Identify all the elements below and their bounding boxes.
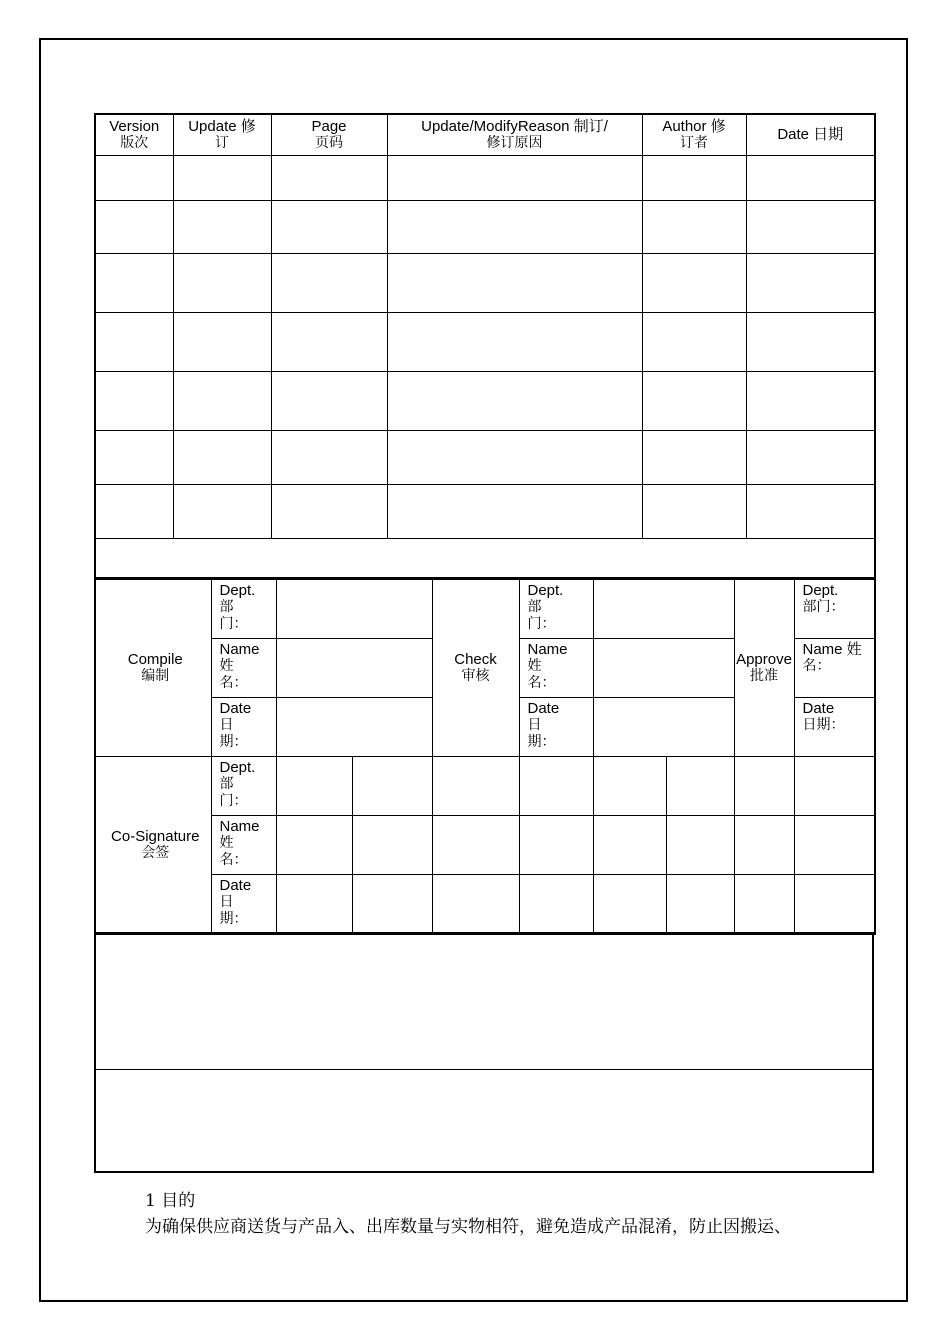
cosign-cell[interactable] [276, 816, 352, 875]
cosign-cell[interactable] [794, 875, 875, 934]
revision-cell[interactable] [95, 430, 173, 484]
cosign-cell[interactable] [432, 757, 519, 816]
name-label-en: Name [219, 641, 260, 658]
revision-cell[interactable] [271, 430, 387, 484]
cosign-cell[interactable] [519, 757, 593, 816]
revision-cell[interactable] [746, 253, 875, 312]
section-heading: 1 目的 [145, 1191, 196, 1211]
revision-cell[interactable] [746, 430, 875, 484]
header-version [95, 114, 173, 155]
cosign-cell[interactable] [593, 875, 666, 934]
notes-row [95, 933, 873, 1070]
header-date-label: Date 日期 [777, 126, 844, 144]
revision-cell[interactable] [95, 312, 173, 371]
revision-header-row [95, 114, 875, 155]
date-label-zh-b: 期： [527, 734, 556, 750]
cosign-row-date [95, 875, 875, 934]
compile-label-cell [95, 580, 211, 757]
revision-history-table [94, 113, 876, 579]
cosign-cell[interactable] [734, 816, 794, 875]
revision-cell[interactable] [95, 484, 173, 538]
header-update-line1: Update 修 [188, 117, 256, 135]
cosign-name-label [211, 816, 276, 875]
name-label-inline: Name 姓 [802, 641, 862, 658]
approve-name-label [794, 639, 875, 698]
cosign-cell[interactable] [432, 816, 519, 875]
cosign-date-label [211, 875, 276, 934]
date-label-zh-a: 日 [219, 717, 234, 733]
revision-cell[interactable] [746, 155, 875, 200]
approve-date-label [794, 698, 875, 757]
revision-row [95, 371, 875, 430]
cosign-cell[interactable] [734, 757, 794, 816]
check-dept-input[interactable] [593, 580, 734, 639]
date-label-zh-a: 日 [219, 894, 234, 910]
name-label-zh-b: 名： [219, 852, 248, 868]
header-reason [387, 114, 642, 155]
notes-row [95, 1070, 873, 1172]
name-label-en: Name [219, 818, 260, 835]
header-author [642, 114, 746, 155]
header-page-zh: 页码 [315, 134, 343, 151]
revision-cell[interactable] [271, 371, 387, 430]
approve-label-cell [734, 580, 794, 757]
notes-cell[interactable] [95, 1070, 873, 1172]
cosign-label-cell [95, 757, 211, 934]
date-label-zh-b: 期： [219, 734, 248, 750]
dept-label-zh-a: 部 [219, 599, 234, 615]
cosign-dept-label [211, 757, 276, 816]
cosign-cell[interactable] [666, 816, 734, 875]
revision-cell[interactable] [642, 200, 746, 253]
name-label-zh-a: 姓 [219, 835, 234, 851]
header-author-line1: Author 修 [662, 117, 726, 135]
cosign-row-dept [95, 757, 875, 816]
compile-name-input[interactable] [276, 639, 432, 698]
approval-table [94, 579, 876, 935]
notes-cell[interactable] [95, 933, 873, 1070]
cosign-cell[interactable] [593, 816, 666, 875]
revision-cell[interactable] [642, 371, 746, 430]
revision-cell[interactable] [95, 155, 173, 200]
revision-cell[interactable] [173, 484, 271, 538]
cosign-cell[interactable] [666, 757, 734, 816]
header-page-en: Page [311, 117, 347, 135]
dept-label-en: Dept. [219, 759, 256, 776]
dept-label-en: Dept. [802, 582, 839, 599]
spacer-row [95, 538, 875, 578]
compile-dept-label [211, 580, 276, 639]
approve-label-en: Approve [736, 651, 792, 668]
date-label-zh-a: 日 [527, 717, 542, 733]
revision-cell[interactable] [271, 200, 387, 253]
revision-cell[interactable] [387, 484, 642, 538]
revision-cell[interactable] [173, 155, 271, 200]
header-reason-line2: 修订原因 [486, 134, 543, 151]
dept-label-en: Dept. [219, 582, 256, 599]
dept-label-zh: 部门： [802, 599, 845, 615]
cosign-cell[interactable] [276, 757, 352, 816]
cosign-cell[interactable] [276, 875, 352, 934]
dept-label-zh-a: 部 [527, 599, 542, 615]
revision-cell[interactable] [173, 430, 271, 484]
revision-cell[interactable] [173, 371, 271, 430]
revision-cell[interactable] [746, 371, 875, 430]
revision-cell[interactable] [271, 484, 387, 538]
header-page [271, 114, 387, 155]
revision-row [95, 484, 875, 538]
revision-cell[interactable] [387, 253, 642, 312]
spacer-cell [95, 538, 875, 578]
revision-row [95, 312, 875, 371]
compile-date-input[interactable] [276, 698, 432, 757]
revision-cell[interactable] [95, 200, 173, 253]
revision-cell[interactable] [746, 200, 875, 253]
header-version-zh: 版次 [120, 134, 149, 151]
check-name-input[interactable] [593, 639, 734, 698]
name-label-zh-b: 名： [802, 658, 831, 674]
revision-row [95, 430, 875, 484]
compile-date-label [211, 698, 276, 757]
revision-cell[interactable] [642, 312, 746, 371]
check-label-en: Check [454, 651, 497, 668]
cosign-cell[interactable] [519, 816, 593, 875]
date-label-en: Date [219, 877, 252, 894]
cosign-cell[interactable] [432, 875, 519, 934]
dept-label-zh-a: 部 [219, 776, 234, 792]
cosign-cell[interactable] [352, 816, 432, 875]
date-label-zh-b: 期： [219, 911, 248, 927]
cosign-cell[interactable] [352, 757, 432, 816]
header-author-line2: 订者 [680, 134, 708, 151]
revision-cell[interactable] [387, 371, 642, 430]
cosign-cell[interactable] [666, 875, 734, 934]
revision-row [95, 253, 875, 312]
notes-table [94, 932, 874, 1173]
revision-cell[interactable] [387, 312, 642, 371]
date-label-en: Date [802, 700, 835, 717]
cosign-cell[interactable] [794, 757, 875, 816]
revision-cell[interactable] [173, 253, 271, 312]
revision-cell[interactable] [387, 200, 642, 253]
cosign-cell[interactable] [794, 816, 875, 875]
cosign-cell[interactable] [593, 757, 666, 816]
cosign-cell[interactable] [519, 875, 593, 934]
revision-cell[interactable] [642, 430, 746, 484]
date-label-en: Date [527, 700, 560, 717]
cosign-cell[interactable] [734, 875, 794, 934]
revision-cell[interactable] [642, 253, 746, 312]
revision-cell[interactable] [173, 312, 271, 371]
revision-cell[interactable] [746, 312, 875, 371]
compile-dept-input[interactable] [276, 580, 432, 639]
check-date-input[interactable] [593, 698, 734, 757]
check-name-label [519, 639, 593, 698]
cosign-cell[interactable] [352, 875, 432, 934]
revision-cell[interactable] [746, 484, 875, 538]
dept-label-zh-b: 门： [219, 616, 248, 632]
revision-cell[interactable] [387, 155, 642, 200]
revision-cell[interactable] [271, 155, 387, 200]
revision-row [95, 155, 875, 200]
compile-label-en: Compile [127, 651, 183, 668]
section-paragraph: 为确保供应商送货与产品入、出库数量与实物相符，避免造成产品混淆，防止因搬运、 [145, 1217, 791, 1237]
revision-cell[interactable] [387, 430, 642, 484]
check-label-cell [432, 580, 519, 757]
name-label-zh-b: 名： [219, 675, 248, 691]
revision-cell[interactable] [95, 371, 173, 430]
revision-cell[interactable] [642, 484, 746, 538]
name-label-zh-b: 名： [527, 675, 556, 691]
dept-label-en: Dept. [527, 582, 564, 599]
revision-cell[interactable] [173, 200, 271, 253]
name-label-zh-a: 姓 [527, 658, 542, 674]
revision-cell[interactable] [642, 155, 746, 200]
approve-dept-label [794, 580, 875, 639]
date-label-en: Date [219, 700, 252, 717]
date-label-zh: 日期： [802, 717, 845, 733]
revision-cell[interactable] [95, 253, 173, 312]
name-label-en: Name [527, 641, 568, 658]
compile-label-zh: 编制 [141, 668, 170, 684]
name-label-zh-a: 姓 [219, 658, 234, 674]
approval-row-dept [95, 580, 875, 639]
compile-name-label [211, 639, 276, 698]
cosign-row-name [95, 816, 875, 875]
cosign-label-en: Co-Signature [111, 827, 200, 845]
header-version-en: Version [109, 117, 160, 135]
check-date-label [519, 698, 593, 757]
check-label-zh: 审核 [461, 668, 490, 684]
header-reason-line1: Update/ModifyReason 制订/ [421, 117, 608, 135]
revision-cell[interactable] [271, 312, 387, 371]
approve-label-zh: 批准 [750, 668, 778, 684]
check-dept-label [519, 580, 593, 639]
header-date [746, 114, 875, 155]
header-update-line2: 订 [215, 134, 229, 151]
header-update [173, 114, 271, 155]
revision-cell[interactable] [271, 253, 387, 312]
cosign-label-zh: 会签 [141, 844, 170, 861]
revision-row [95, 200, 875, 253]
dept-label-zh-b: 门： [527, 616, 556, 632]
dept-label-zh-b: 门： [219, 793, 248, 809]
